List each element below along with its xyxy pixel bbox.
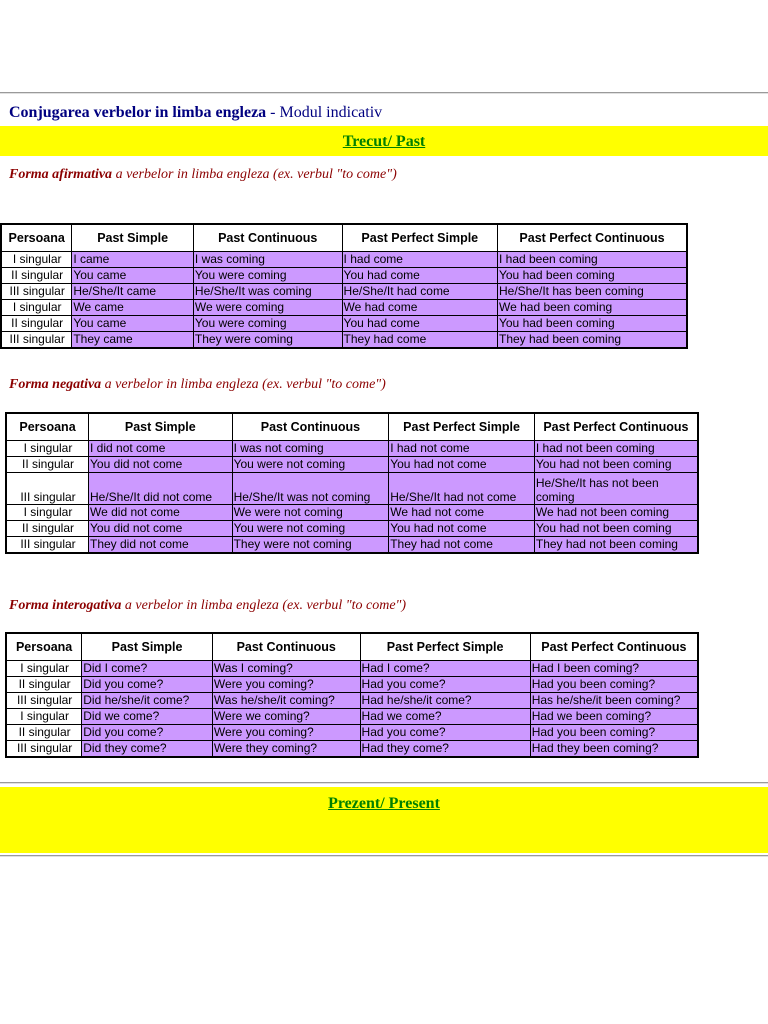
verb-form-cell: Were you coming? xyxy=(212,676,360,692)
table-row xyxy=(6,456,698,472)
verb-form-cell: Had he/she/it come? xyxy=(360,692,530,708)
verb-form-cell: You had not been coming xyxy=(534,456,698,472)
verb-form-cell: Were they coming? xyxy=(212,740,360,757)
page-title-bold: Conjugarea verbelor in limba engleza xyxy=(9,104,267,121)
verb-form-cell: We were not coming xyxy=(232,504,389,520)
verb-form-cell: We had come xyxy=(342,299,497,315)
verb-form-cell: I did not come xyxy=(89,440,233,456)
affirmative-table xyxy=(0,223,688,349)
past-band-label[interactable]: Trecut/ Past xyxy=(342,133,426,150)
verb-form-cell: Had you been coming? xyxy=(530,724,698,740)
table-row xyxy=(6,504,698,520)
verb-form-cell: Was I coming? xyxy=(212,660,360,676)
present-band-label[interactable]: Prezent/ Present xyxy=(328,795,440,812)
verb-form-cell: We had not been coming xyxy=(534,504,698,520)
top-divider xyxy=(0,92,768,94)
verb-form-cell: I came xyxy=(72,251,194,267)
column-header: Past Simple xyxy=(89,413,233,440)
column-header: Persoana xyxy=(6,633,82,660)
table-row xyxy=(6,536,698,553)
verb-form-cell: We had not come xyxy=(389,504,535,520)
interrogative-title xyxy=(9,598,406,614)
negative-title-rest: a verbelor in limba engleza (ex. verbul "to come") xyxy=(101,377,386,392)
column-header: Past Perfect Simple xyxy=(342,224,497,251)
person-cell: III singular xyxy=(6,692,82,708)
table-row xyxy=(1,315,687,331)
verb-form-cell: You were not coming xyxy=(232,520,389,536)
interrogative-title-bold: Forma interogativa xyxy=(9,598,122,613)
verb-form-cell: Had they come? xyxy=(360,740,530,757)
column-header: Past Perfect Continuous xyxy=(530,633,698,660)
table-row xyxy=(1,283,687,299)
verb-form-cell: You did not come xyxy=(89,456,233,472)
column-header: Past Continuous xyxy=(193,224,342,251)
verb-form-cell: They had come xyxy=(342,331,497,348)
bottom-divider xyxy=(0,855,768,857)
table-row xyxy=(6,740,698,757)
negative-title-bold: Forma negativa xyxy=(9,377,102,392)
table-row xyxy=(6,676,698,692)
person-cell: I singular xyxy=(6,660,82,676)
verb-form-cell: Were you coming? xyxy=(212,724,360,740)
verb-form-cell: They were coming xyxy=(193,331,342,348)
interrogative-title-rest: a verbelor in limba engleza (ex. verbul "to come") xyxy=(121,598,407,613)
person-cell: II singular xyxy=(6,676,82,692)
table-row xyxy=(6,692,698,708)
verb-form-cell: I was not coming xyxy=(232,440,389,456)
verb-form-cell: You had not come xyxy=(389,520,535,536)
affirmative-header-row xyxy=(1,224,687,251)
verb-form-cell: Did I come? xyxy=(82,660,213,676)
column-header: Past Simple xyxy=(82,633,213,660)
table-row xyxy=(1,299,687,315)
verb-form-cell: Had you been coming? xyxy=(530,676,698,692)
column-header: Past Continuous xyxy=(232,413,389,440)
verb-form-cell: We were coming xyxy=(193,299,342,315)
verb-form-cell: I had not been coming xyxy=(534,440,698,456)
verb-form-cell: We did not come xyxy=(89,504,233,520)
person-cell: I singular xyxy=(1,251,72,267)
table-row xyxy=(1,251,687,267)
verb-form-cell: You had not come xyxy=(389,456,535,472)
column-header: Persoana xyxy=(6,413,89,440)
verb-form-cell: I had not come xyxy=(389,440,535,456)
table-row xyxy=(1,267,687,283)
verb-form-cell: He/She/It had come xyxy=(342,283,497,299)
verb-form-cell: He/She/It has not been coming xyxy=(534,472,698,504)
verb-form-cell: You came xyxy=(72,315,194,331)
person-cell: II singular xyxy=(1,315,72,331)
column-header: Persoana xyxy=(1,224,72,251)
affirmative-title-rest: a verbelor in limba engleza (ex. verbul "to come") xyxy=(112,167,397,182)
verb-form-cell: He/She/It was coming xyxy=(193,283,342,299)
column-header: Past Simple xyxy=(72,224,194,251)
verb-form-cell: Did we come? xyxy=(82,708,213,724)
person-cell: I singular xyxy=(6,708,82,724)
person-cell: II singular xyxy=(6,456,89,472)
verb-form-cell: Had you come? xyxy=(360,724,530,740)
verb-form-cell: They came xyxy=(72,331,194,348)
verb-form-cell: You were not coming xyxy=(232,456,389,472)
verb-form-cell: He/She/It was not coming xyxy=(232,472,389,504)
verb-form-cell: They were not coming xyxy=(232,536,389,553)
negative-header-row xyxy=(6,413,698,440)
verb-form-cell: Was he/she/it coming? xyxy=(212,692,360,708)
person-cell: III singular xyxy=(6,536,89,553)
table-row xyxy=(6,440,698,456)
negative-title xyxy=(9,377,386,393)
page-title-rest: - Modul indicativ xyxy=(266,104,383,121)
verb-form-cell: Has he/she/it been coming? xyxy=(530,692,698,708)
verb-form-cell: You were coming xyxy=(193,315,342,331)
person-cell: III singular xyxy=(6,740,82,757)
person-cell: III singular xyxy=(1,283,72,299)
person-cell: I singular xyxy=(6,440,89,456)
column-header: Past Perfect Continuous xyxy=(534,413,698,440)
table-row xyxy=(6,472,698,504)
verb-form-cell: He/She/It had not come xyxy=(389,472,535,504)
verb-form-cell: They did not come xyxy=(89,536,233,553)
verb-form-cell: Did you come? xyxy=(82,676,213,692)
interrogative-header-row xyxy=(6,633,698,660)
table-row xyxy=(6,708,698,724)
negative-table xyxy=(5,412,699,554)
verb-form-cell: Had they been coming? xyxy=(530,740,698,757)
verb-form-cell: You were coming xyxy=(193,267,342,283)
verb-form-cell: Had I been coming? xyxy=(530,660,698,676)
verb-form-cell: You had been coming xyxy=(497,267,687,283)
verb-form-cell: Did they come? xyxy=(82,740,213,757)
column-header: Past Perfect Continuous xyxy=(497,224,687,251)
verb-form-cell: I had been coming xyxy=(497,251,687,267)
verb-form-cell: You had come xyxy=(342,267,497,283)
verb-form-cell: They had been coming xyxy=(497,331,687,348)
verb-form-cell: Did you come? xyxy=(82,724,213,740)
interrogative-table xyxy=(5,632,699,758)
table-row xyxy=(6,520,698,536)
verb-form-cell: We came xyxy=(72,299,194,315)
verb-form-cell: We had been coming xyxy=(497,299,687,315)
verb-form-cell: You had not been coming xyxy=(534,520,698,536)
affirmative-title-bold: Forma afirmativa xyxy=(9,167,113,182)
mid-divider xyxy=(0,782,768,784)
column-header: Past Continuous xyxy=(212,633,360,660)
table-row xyxy=(6,724,698,740)
verb-form-cell: He/She/It has been coming xyxy=(497,283,687,299)
person-cell: III singular xyxy=(1,331,72,348)
verb-form-cell: They had not come xyxy=(389,536,535,553)
verb-form-cell: He/She/It did not come xyxy=(89,472,233,504)
verb-form-cell: He/She/It came xyxy=(72,283,194,299)
verb-form-cell: I was coming xyxy=(193,251,342,267)
verb-form-cell: Had we been coming? xyxy=(530,708,698,724)
person-cell: II singular xyxy=(6,520,89,536)
table-row xyxy=(1,331,687,348)
person-cell: I singular xyxy=(1,299,72,315)
verb-form-cell: They had not been coming xyxy=(534,536,698,553)
verb-form-cell: Were we coming? xyxy=(212,708,360,724)
page-title xyxy=(9,104,382,122)
verb-form-cell: Had you come? xyxy=(360,676,530,692)
verb-form-cell: I had come xyxy=(342,251,497,267)
person-cell: II singular xyxy=(1,267,72,283)
person-cell: III singular xyxy=(6,472,89,504)
column-header: Past Perfect Simple xyxy=(389,413,535,440)
verb-form-cell: Did he/she/it come? xyxy=(82,692,213,708)
column-header: Past Perfect Simple xyxy=(360,633,530,660)
verb-form-cell: Had we come? xyxy=(360,708,530,724)
person-cell: II singular xyxy=(6,724,82,740)
affirmative-title xyxy=(9,167,397,183)
verb-form-cell: You did not come xyxy=(89,520,233,536)
verb-form-cell: Had I come? xyxy=(360,660,530,676)
table-row xyxy=(6,660,698,676)
verb-form-cell: You had been coming xyxy=(497,315,687,331)
verb-form-cell: You had come xyxy=(342,315,497,331)
person-cell: I singular xyxy=(6,504,89,520)
verb-form-cell: You came xyxy=(72,267,194,283)
